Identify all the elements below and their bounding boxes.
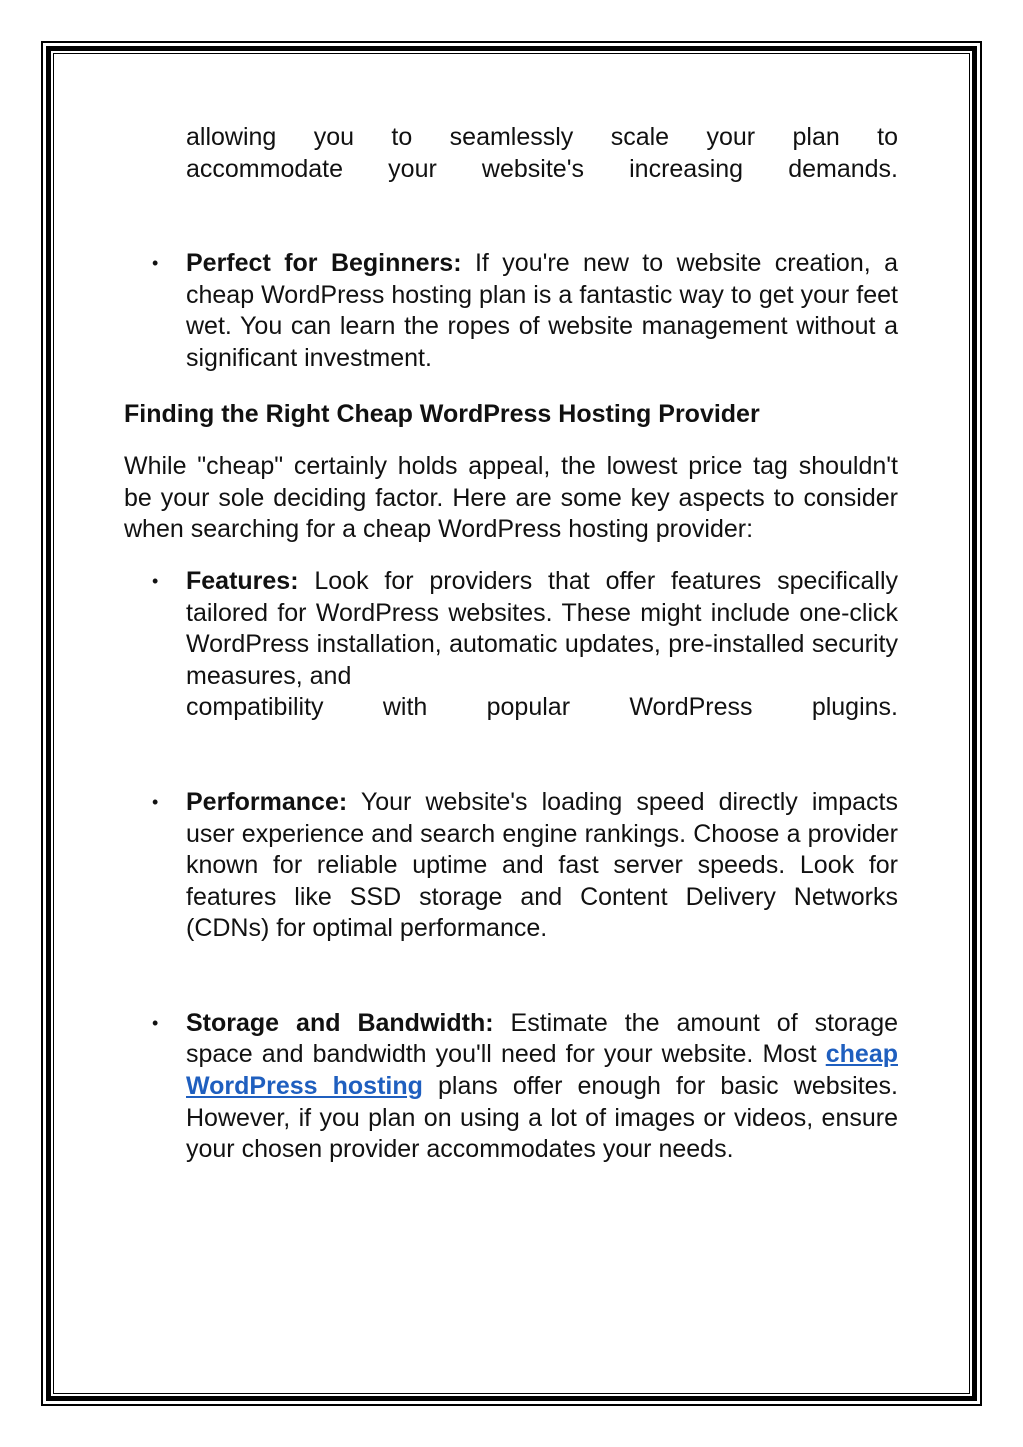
section-intro: While "cheap" certainly holds appeal, the lowest price tag shouldn't be your sole deciding factor. Here are some key aspects to consider when searching for a cheap WordPress hosting provider: (124, 452, 898, 544)
continuation-line-1: allowing you to seamlessly scale your plan to (186, 123, 898, 151)
section-heading: Finding the Right Cheap WordPress Hosting Provider (124, 399, 760, 428)
bullet-title: Performance: (186, 787, 348, 816)
bullet-text: Look for providers that offer features specifically tailored for WordPress websites. These might include one-click WordPress installation, automatic updates, pre-installed security measures, and (186, 566, 898, 690)
bullet-performance (152, 787, 899, 945)
bullet-dot-icon: • (152, 1012, 159, 1033)
bullet-features-body (186, 566, 898, 692)
bullet-text-before-link: Estimate the amount of storage space and bandwidth you'll need for your website. Most (186, 1008, 898, 1069)
bullet-title: Features: (186, 566, 299, 595)
bullet-title: Perfect for Beginners: (186, 249, 462, 278)
bullet-features-last-line: compatibility with popular WordPress plugins. (186, 693, 898, 722)
bullet-features (152, 566, 898, 724)
bullet-text-after-link: plans offer enough for basic websites. However, if you plan on using a lot of images or videos, ensure your chosen provider accommodates your needs. (186, 1072, 898, 1164)
bullet-text: Your website's loading speed directly impacts user experience and search engine rankings. Choose a provider known for reliable uptime and fast server speeds. Look for features like SSD storage and Content Delivery Networks (CDNs) for optimal performance. (186, 787, 899, 943)
cheap-wordpress-hosting-link[interactable]: cheap WordPress hosting (186, 1040, 898, 1101)
bullet-dot-icon: • (152, 570, 159, 591)
bullet-dot-icon: • (152, 253, 159, 274)
document-content (124, 122, 898, 1166)
bullet-perfect-for-beginners (152, 248, 898, 374)
bullet-storage-and-bandwidth (152, 1008, 898, 1166)
bullet-title: Storage and Bandwidth: (186, 1008, 494, 1037)
bullet-dot-icon: • (152, 791, 159, 812)
bullet-text: If you're new to website creation, a cheap WordPress hosting plan is a fantastic way to get your feet wet. You can learn the ropes of website management without a significant investment. (186, 249, 898, 372)
continuation-paragraph (186, 122, 898, 185)
continuation-line-2: accommodate your website's increasing demands. (186, 154, 898, 183)
